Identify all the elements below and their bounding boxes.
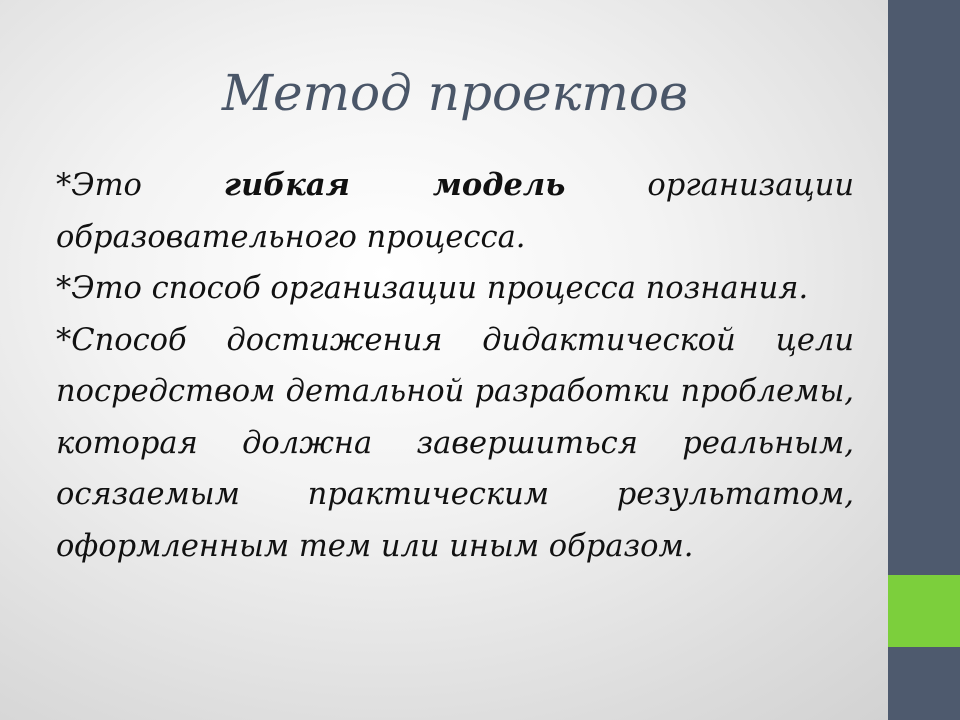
slide-body [56,160,854,572]
side-accent-square [888,575,960,647]
paragraph-1-lead: *Это [56,168,224,203]
paragraph-1-emphasis: гибкая модель [223,167,566,203]
slide-title: Метод проектов [221,64,689,122]
paragraph-didactic-goal: *Способ достижения дидактической цели посредством детальной разработки проблемы, которая должна завершиться реальным, осязаемым практическим результатом, оформленным тем или иным образом. [56,322,854,564]
paragraph-flexible-model [56,160,854,263]
paragraph-1-rest: организации образовательного процесса. [56,168,854,255]
paragraph-cognition-method: *Это способ организации процесса познания. [56,271,809,306]
